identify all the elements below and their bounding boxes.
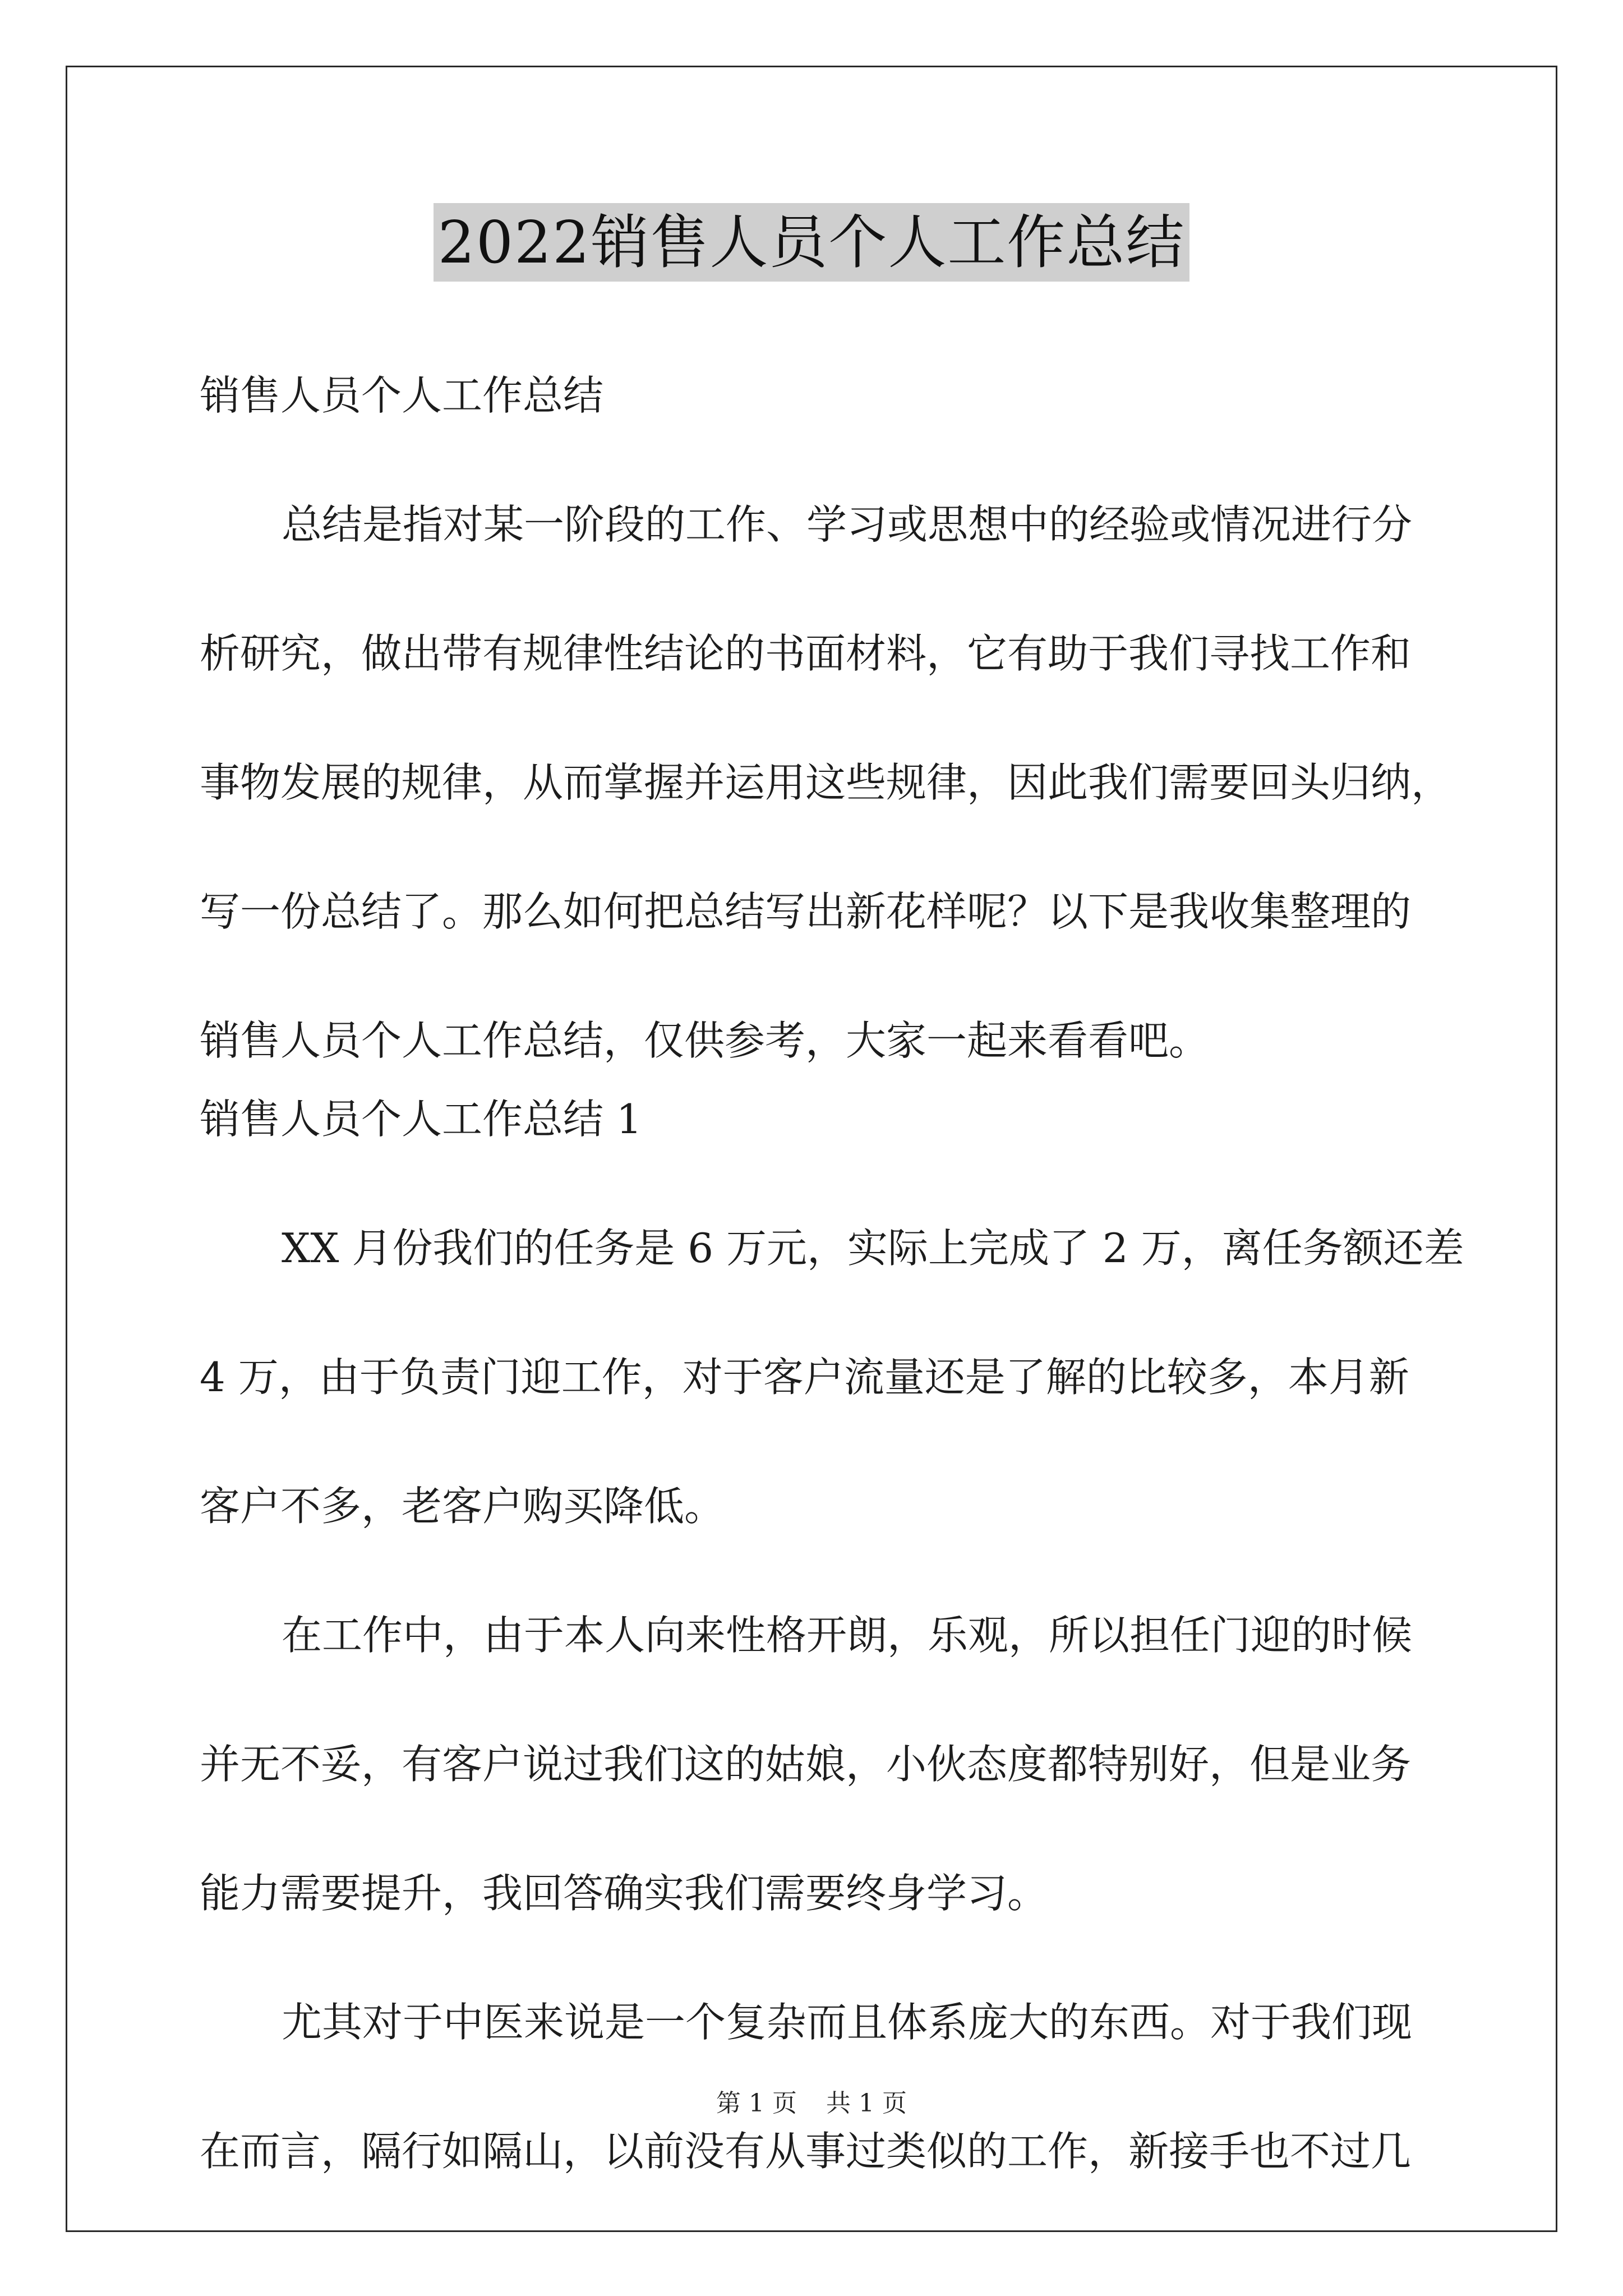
paragraph-line: 并无不妥，有客户说过我们这的姑娘，小伙态度都特别好，但是业务 [200,1741,1412,1788]
page-number: 第 1 页 [716,2089,797,2118]
section-heading: 销售人员个人工作总结 [200,372,604,419]
section-heading: 销售人员个人工作总结 1 [200,1096,642,1143]
paragraph-line: 在而言，隔行如隔山，以前没有从事过类似的工作，新接手也不过几 [200,2128,1412,2175]
paragraph-line: 4 万，由于负责门迎工作，对于客户流量还是了解的比较多，本月新 [200,1354,1409,1401]
intro-section [200,331,1452,1105]
document-title: 2022销售人员个人工作总结 [434,203,1190,282]
paragraph-line: 能力需要提升，我回答确实我们需要终身学习。 [200,1870,1048,1917]
title-container [0,203,1623,282]
page-footer [0,2087,1623,2120]
paragraph-line: XX 月份我们的任务是 6 万元，实际上完成了 2 万，离任务额还差 [282,1225,1464,1272]
paragraph-line: 写一份总结了。那么如何把总结写出新花样呢？以下是我收集整理的 [200,888,1412,935]
page-total: 共 1 页 [826,2089,907,2118]
paragraph-line: 在工作中，由于本人向来性格开朗，乐观，所以担任门迎的时候 [282,1612,1413,1659]
paragraph-line: 销售人员个人工作总结，仅供参考，大家一起来看看吧。 [200,1017,1210,1064]
paragraph-line: 析研究，做出带有规律性结论的书面材料，它有助于我们寻找工作和 [200,630,1412,677]
paragraph-line: 客户不多，老客户购买降低。 [200,1483,725,1530]
section-1 [200,1055,1464,2216]
paragraph-line: 总结是指对某一阶段的工作、学习或思想中的经验或情况进行分 [282,501,1413,548]
paragraph-line: 事物发展的规律，从而掌握并运用这些规律，因此我们需要回头归纳， [200,759,1452,806]
paragraph-line: 尤其对于中医来说是一个复杂而且体系庞大的东西。对于我们现 [282,1999,1413,2046]
